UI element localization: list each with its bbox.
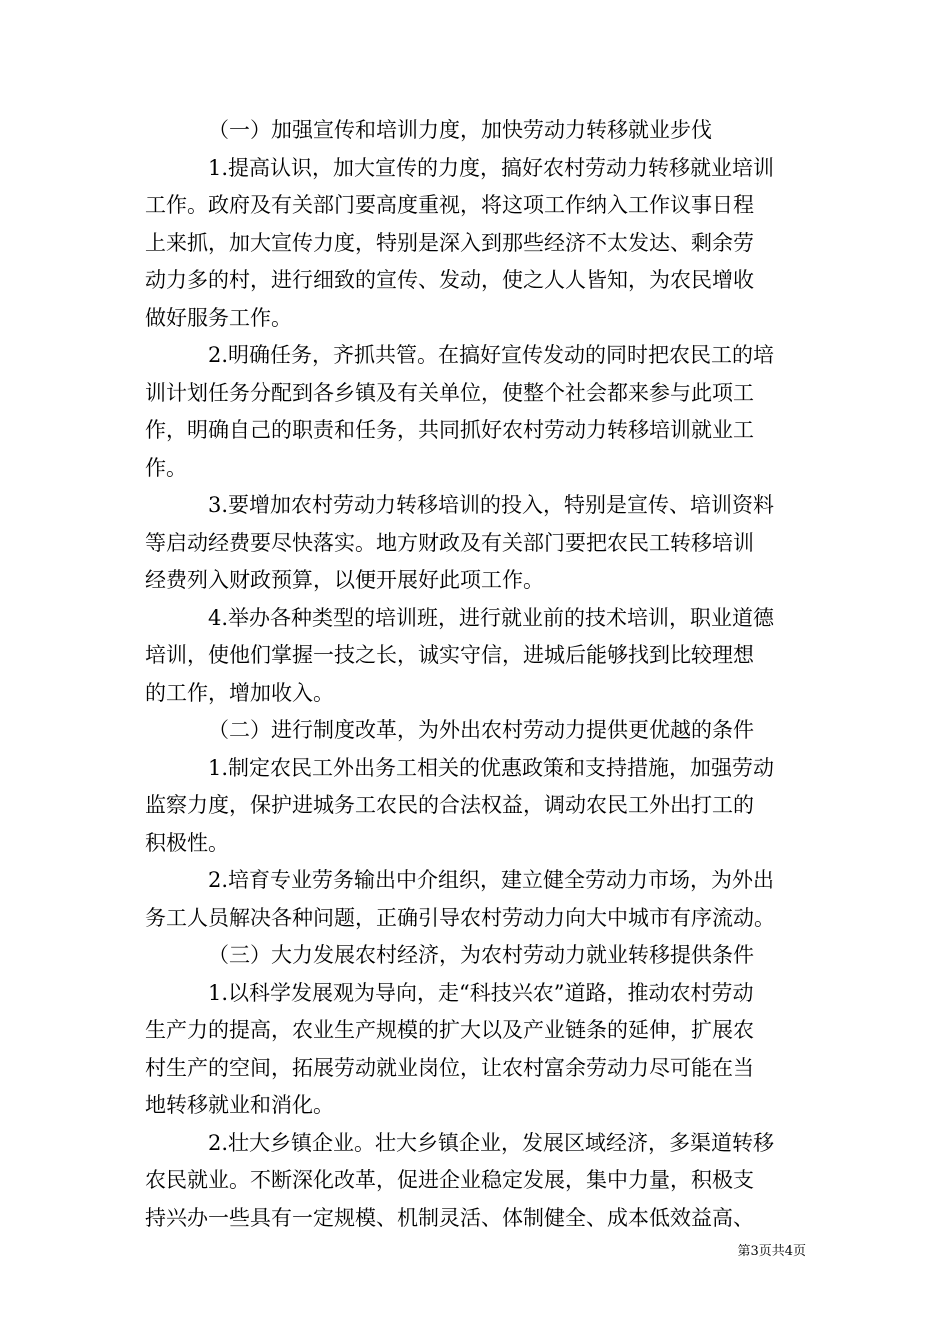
paragraph-line: 积极性。 [145, 830, 229, 855]
section-heading: （一）加强宣传和培训力度，加快劳动力转移就业步伐 [208, 118, 712, 142]
paragraph-line: 2.培育专业劳务输出中介组织，建立健全劳动力市场，为外出 [208, 868, 775, 892]
paragraph-line: 等启动经费要尽快落实。地方财政及有关部门要把农民工转移培训 [145, 530, 754, 555]
section-heading: （二）进行制度改革，为外出农村劳动力提供更优越的条件 [208, 718, 754, 742]
paragraph-line: 4.举办各种类型的培训班，进行就业前的技术培训，职业道德 [208, 605, 775, 630]
paragraph-line: 动力多的村，进行细致的宣传、发动，使之人人皆知，为农民增收 [145, 268, 754, 292]
paragraph-line: 村生产的空间，拓展劳动就业岗位，让农村富余劳动力尽可能在当 [145, 1055, 754, 1080]
paragraph-line: 2.明确任务，齐抓共管。在搞好宣传发动的同时把农民工的培 [208, 343, 775, 367]
paragraph-line: 训计划任务分配到各乡镇及有关单位，使整个社会都来参与此项工 [145, 380, 754, 405]
paragraph-line: 持兴办一些具有一定规模、机制灵活、体制健全、成本低效益高、 [145, 1205, 754, 1230]
paragraph-line: 作。 [145, 455, 187, 480]
paragraph-line: 生产力的提高，农业生产规模的扩大以及产业链条的延伸，扩展农 [145, 1018, 754, 1042]
paragraph-line: 农民就业。不断深化改革，促进企业稳定发展，集中力量，积极支 [145, 1168, 754, 1192]
paragraph-line: 培训，使他们掌握一技之长，诚实守信，进城后能够找到比较理想 [145, 643, 754, 667]
section-heading: （三）大力发展农村经济，为农村劳动力就业转移提供条件 [208, 943, 754, 967]
page-number-footer: 第3页共4页 [737, 1244, 806, 1259]
paragraph-line: 监察力度，保护进城务工农民的合法权益，调动农民工外出打工的 [145, 793, 754, 817]
paragraph-line: 1.提高认识，加大宣传的力度，搞好农村劳动力转移就业培训 [208, 155, 775, 180]
paragraph-line: 上来抓，加大宣传力度，特别是深入到那些经济不太发达、剩余劳 [145, 230, 754, 255]
paragraph-line: 工作。政府及有关部门要高度重视，将这项工作纳入工作议事日程 [145, 193, 754, 217]
document-body [145, 112, 805, 1237]
paragraph-line: 务工人员解决各种问题，正确引导农村劳动力向大中城市有序流动。 [145, 905, 775, 930]
paragraph-line: 作，明确自己的职责和任务，共同抓好农村劳动力转移培训就业工 [145, 418, 754, 442]
paragraph-line: 2.壮大乡镇企业。壮大乡镇企业，发展区域经济，多渠道转移 [208, 1130, 775, 1155]
paragraph-line: 的工作，增加收入。 [145, 680, 334, 705]
paragraph-line: 1.以科学发展观为导向，走“科技兴农”道路，推动农村劳动 [208, 980, 754, 1005]
paragraph-line: 经费列入财政预算，以便开展好此项工作。 [145, 568, 544, 592]
paragraph-line: 3.要增加农村劳动力转移培训的投入，特别是宣传、培训资料 [208, 493, 775, 517]
paragraph-line: 地转移就业和消化。 [145, 1093, 334, 1117]
paragraph-line: 做好服务工作。 [145, 305, 292, 330]
paragraph-line: 1.制定农民工外出务工相关的优惠政策和支持措施，加强劳动 [208, 755, 775, 780]
